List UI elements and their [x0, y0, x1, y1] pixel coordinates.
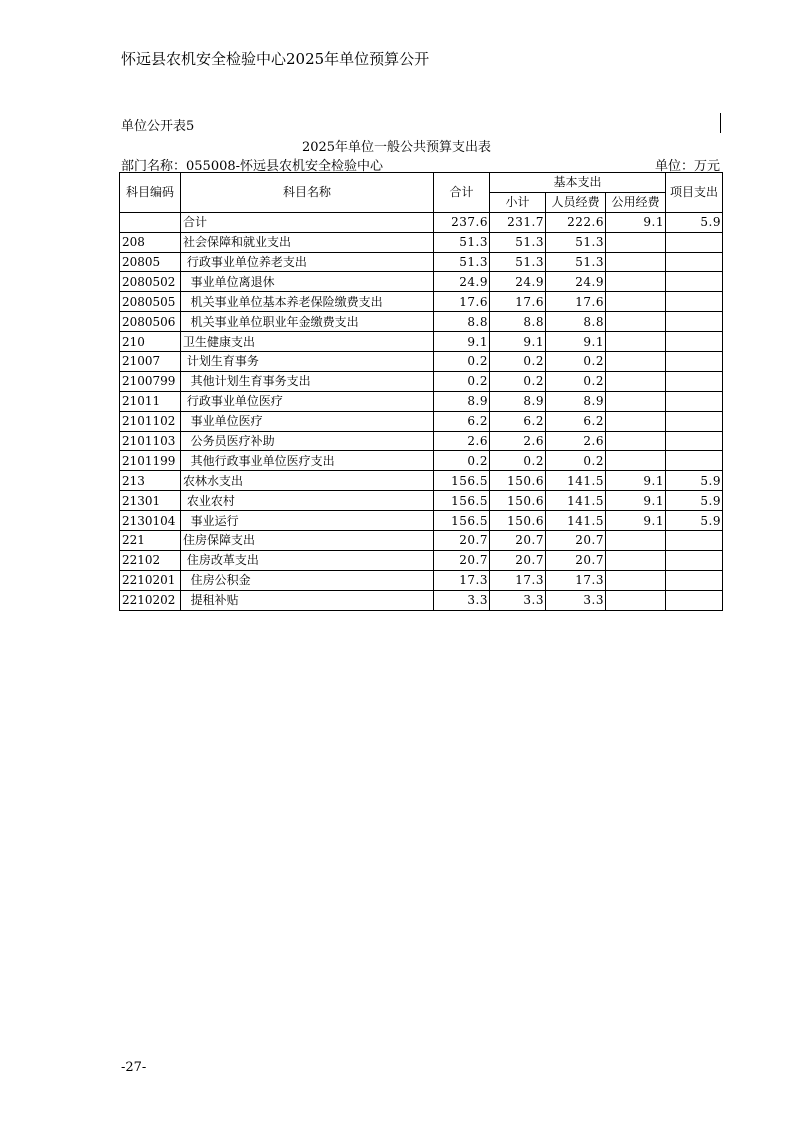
- cell-personnel: 0.2: [546, 451, 606, 471]
- cell-public: [606, 431, 666, 451]
- cell-name: 其他行政事业单位医疗支出: [181, 451, 434, 471]
- cell-code: 2080505: [120, 292, 181, 312]
- cell-code: 208: [120, 232, 181, 252]
- table-row: [120, 312, 723, 332]
- cell-project: [666, 451, 723, 471]
- header-name: 科目名称: [181, 173, 434, 213]
- cell-personnel: 9.1: [546, 332, 606, 352]
- cell-name: 公务员医疗补助: [181, 431, 434, 451]
- cell-subtotal: 17.6: [490, 292, 546, 312]
- cell-personnel: 6.2: [546, 411, 606, 431]
- cell-name: 其他计划生育事务支出: [181, 371, 434, 391]
- cell-code: 21007: [120, 352, 181, 372]
- cell-subtotal: 8.9: [490, 391, 546, 411]
- table-row: [120, 471, 723, 491]
- cell-project: [666, 391, 723, 411]
- cell-name: 农业农村: [181, 491, 434, 511]
- cell-total: 17.3: [434, 570, 490, 590]
- cell-project: [666, 232, 723, 252]
- cell-name: 社会保障和就业支出: [181, 232, 434, 252]
- cell-code: 221: [120, 531, 181, 551]
- table-row: [120, 570, 723, 590]
- cell-code: 2101102: [120, 411, 181, 431]
- header-public: 公用经费: [606, 192, 666, 212]
- cell-total: 20.7: [434, 550, 490, 570]
- cell-subtotal: 20.7: [490, 531, 546, 551]
- cell-subtotal: 20.7: [490, 550, 546, 570]
- cell-public: [606, 292, 666, 312]
- cell-personnel: 51.3: [546, 232, 606, 252]
- cell-project: 5.9: [666, 511, 723, 531]
- page-number: -27-: [121, 1060, 147, 1075]
- cell-total: 51.3: [434, 232, 490, 252]
- cell-name: 卫生健康支出: [181, 332, 434, 352]
- table-row: [120, 352, 723, 372]
- cell-code: 2101103: [120, 431, 181, 451]
- cell-code: 2080502: [120, 272, 181, 292]
- cell-total: 0.2: [434, 451, 490, 471]
- cell-public: [606, 232, 666, 252]
- cell-public: [606, 312, 666, 332]
- header-project: 项目支出: [666, 173, 723, 213]
- cell-total: 156.5: [434, 491, 490, 511]
- cell-total: 6.2: [434, 411, 490, 431]
- cell-code: 213: [120, 471, 181, 491]
- cell-name: 事业单位医疗: [181, 411, 434, 431]
- cell-personnel: 222.6: [546, 212, 606, 232]
- table-row: [120, 411, 723, 431]
- cell-project: [666, 550, 723, 570]
- cell-total: 8.9: [434, 391, 490, 411]
- cell-personnel: 0.2: [546, 352, 606, 372]
- cell-code: 22102: [120, 550, 181, 570]
- cell-project: [666, 252, 723, 272]
- cell-name: 合计: [181, 212, 434, 232]
- cell-personnel: 17.3: [546, 570, 606, 590]
- table-row: [120, 511, 723, 531]
- cell-project: [666, 590, 723, 610]
- table-number: 单位公开表5: [121, 119, 195, 134]
- margin-rule: [720, 113, 721, 133]
- cell-subtotal: 150.6: [490, 471, 546, 491]
- cell-subtotal: 150.6: [490, 511, 546, 531]
- table-row: [120, 550, 723, 570]
- cell-project: [666, 352, 723, 372]
- cell-public: [606, 531, 666, 551]
- cell-public: [606, 411, 666, 431]
- cell-subtotal: 24.9: [490, 272, 546, 292]
- table-body: [120, 212, 723, 610]
- cell-name: 提租补贴: [181, 590, 434, 610]
- header-code: 科目编码: [120, 173, 181, 213]
- unit-label: 单位：万元: [654, 159, 720, 174]
- cell-code: 2210202: [120, 590, 181, 610]
- cell-total: 2.6: [434, 431, 490, 451]
- cell-subtotal: 8.8: [490, 312, 546, 332]
- cell-total: 3.3: [434, 590, 490, 610]
- cell-name: 计划生育事务: [181, 352, 434, 372]
- table-row: [120, 371, 723, 391]
- cell-project: [666, 431, 723, 451]
- cell-public: [606, 332, 666, 352]
- cell-code: 2130104: [120, 511, 181, 531]
- cell-code: 2101199: [120, 451, 181, 471]
- cell-total: 17.6: [434, 292, 490, 312]
- cell-personnel: 8.8: [546, 312, 606, 332]
- cell-name: 住房公积金: [181, 570, 434, 590]
- cell-subtotal: 9.1: [490, 332, 546, 352]
- cell-name: 事业运行: [181, 511, 434, 531]
- cell-project: [666, 292, 723, 312]
- cell-code: 21011: [120, 391, 181, 411]
- document-header: 怀远县农机安全检验中心2025年单位预算公开: [121, 50, 430, 68]
- cell-public: [606, 550, 666, 570]
- cell-project: 5.9: [666, 491, 723, 511]
- cell-code: 21301: [120, 491, 181, 511]
- cell-total: 0.2: [434, 371, 490, 391]
- cell-name: 机关事业单位职业年金缴费支出: [181, 312, 434, 332]
- cell-public: [606, 451, 666, 471]
- cell-code: 20805: [120, 252, 181, 272]
- cell-subtotal: 0.2: [490, 352, 546, 372]
- table-row: [120, 531, 723, 551]
- cell-total: 51.3: [434, 252, 490, 272]
- header-personnel: 人员经费: [546, 192, 606, 212]
- table-row: [120, 232, 723, 252]
- cell-subtotal: 3.3: [490, 590, 546, 610]
- cell-name: 住房保障支出: [181, 531, 434, 551]
- cell-personnel: 2.6: [546, 431, 606, 451]
- cell-code: 2210201: [120, 570, 181, 590]
- cell-code: 210: [120, 332, 181, 352]
- cell-subtotal: 51.3: [490, 252, 546, 272]
- cell-project: [666, 411, 723, 431]
- cell-personnel: 141.5: [546, 491, 606, 511]
- header-subtotal: 小计: [490, 192, 546, 212]
- cell-public: 9.1: [606, 212, 666, 232]
- cell-subtotal: 0.2: [490, 371, 546, 391]
- header-total: 合计: [434, 173, 490, 213]
- cell-code: 2080506: [120, 312, 181, 332]
- cell-name: 住房改革支出: [181, 550, 434, 570]
- cell-total: 8.8: [434, 312, 490, 332]
- cell-total: 156.5: [434, 471, 490, 491]
- table-row: [120, 272, 723, 292]
- cell-personnel: 141.5: [546, 511, 606, 531]
- cell-total: 9.1: [434, 332, 490, 352]
- cell-project: [666, 371, 723, 391]
- cell-total: 237.6: [434, 212, 490, 232]
- table-row: [120, 451, 723, 471]
- table-title: 2025年单位一般公共预算支出表: [301, 140, 492, 155]
- cell-personnel: 20.7: [546, 531, 606, 551]
- cell-project: 5.9: [666, 471, 723, 491]
- cell-public: [606, 570, 666, 590]
- cell-subtotal: 231.7: [490, 212, 546, 232]
- cell-total: 0.2: [434, 352, 490, 372]
- cell-name: 农林水支出: [181, 471, 434, 491]
- cell-project: [666, 272, 723, 292]
- cell-personnel: 0.2: [546, 371, 606, 391]
- table-row: [120, 590, 723, 610]
- cell-subtotal: 150.6: [490, 491, 546, 511]
- department-name: 部门名称：055008-怀远县农机安全检验中心: [121, 159, 384, 174]
- cell-project: 5.9: [666, 212, 723, 232]
- cell-subtotal: 2.6: [490, 431, 546, 451]
- budget-table: [119, 172, 723, 611]
- cell-total: 20.7: [434, 531, 490, 551]
- cell-public: [606, 252, 666, 272]
- cell-public: 9.1: [606, 491, 666, 511]
- cell-project: [666, 312, 723, 332]
- cell-personnel: 8.9: [546, 391, 606, 411]
- cell-public: 9.1: [606, 471, 666, 491]
- cell-personnel: 141.5: [546, 471, 606, 491]
- cell-public: [606, 590, 666, 610]
- cell-personnel: 17.6: [546, 292, 606, 312]
- table-row: [120, 252, 723, 272]
- cell-personnel: 51.3: [546, 252, 606, 272]
- cell-name: 行政事业单位医疗: [181, 391, 434, 411]
- table-row: [120, 391, 723, 411]
- cell-project: [666, 531, 723, 551]
- cell-personnel: 24.9: [546, 272, 606, 292]
- cell-public: [606, 352, 666, 372]
- cell-code: 2100799: [120, 371, 181, 391]
- cell-subtotal: 17.3: [490, 570, 546, 590]
- cell-code: [120, 212, 181, 232]
- cell-subtotal: 6.2: [490, 411, 546, 431]
- cell-name: 事业单位离退休: [181, 272, 434, 292]
- cell-subtotal: 51.3: [490, 232, 546, 252]
- cell-project: [666, 570, 723, 590]
- cell-personnel: 20.7: [546, 550, 606, 570]
- table-row: [120, 292, 723, 312]
- cell-public: [606, 272, 666, 292]
- cell-name: 机关事业单位基本养老保险缴费支出: [181, 292, 434, 312]
- cell-public: [606, 391, 666, 411]
- cell-public: 9.1: [606, 511, 666, 531]
- cell-total: 24.9: [434, 272, 490, 292]
- cell-subtotal: 0.2: [490, 451, 546, 471]
- table-row: [120, 431, 723, 451]
- cell-name: 行政事业单位养老支出: [181, 252, 434, 272]
- header-basic: 基本支出: [490, 173, 666, 193]
- cell-project: [666, 332, 723, 352]
- table-row: [120, 332, 723, 352]
- cell-public: [606, 371, 666, 391]
- cell-personnel: 3.3: [546, 590, 606, 610]
- cell-total: 156.5: [434, 511, 490, 531]
- table-row: [120, 212, 723, 232]
- table-row: [120, 491, 723, 511]
